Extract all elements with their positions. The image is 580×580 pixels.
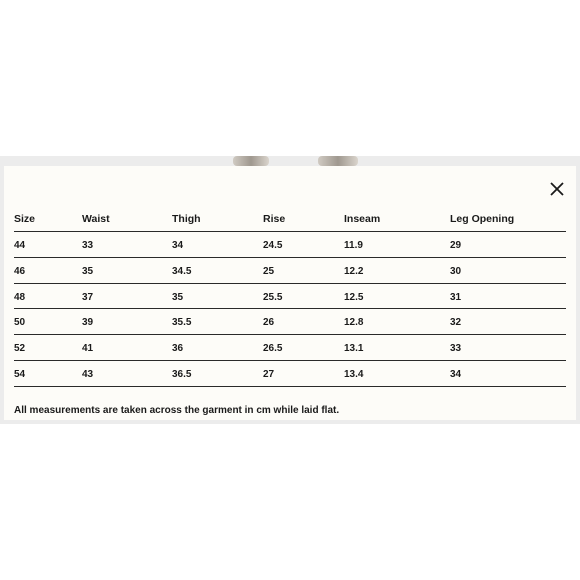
table-cell: 39 [82, 317, 94, 329]
table-cell: 35 [82, 265, 94, 277]
close-icon [546, 178, 568, 200]
table-cell: 25 [263, 265, 275, 277]
table-cell: 36 [172, 343, 184, 355]
table-cell: 31 [450, 291, 462, 303]
table-row [14, 258, 566, 284]
table-row [14, 284, 566, 310]
table-cell: 35 [172, 291, 184, 303]
table-cell: 11.9 [344, 240, 363, 251]
column-header-waist: Waist [82, 213, 110, 225]
measurement-footnote: All measurements are taken across the garment in cm while laid flat. [14, 405, 340, 416]
table-cell: 27 [263, 368, 275, 380]
table-row [14, 232, 566, 258]
table-cell: 37 [82, 291, 94, 303]
table-cell: 25.5 [263, 291, 283, 303]
product-thumbnail [233, 156, 269, 166]
table-cell: 12.8 [344, 317, 364, 329]
table-cell: 26 [263, 317, 275, 329]
table-cell: 26.5 [263, 343, 283, 355]
table-cell: 33 [450, 343, 462, 355]
table-cell: 34 [450, 368, 462, 380]
size-chart-table [14, 208, 566, 387]
column-header-thigh: Thigh [172, 213, 201, 225]
table-cell: 30 [450, 265, 462, 277]
column-header-leg-opening: Leg Opening [450, 213, 515, 225]
close-button[interactable] [546, 178, 568, 200]
table-cell: 34 [172, 240, 184, 251]
table-cell: 13.4 [344, 368, 364, 380]
table-cell: 48 [14, 291, 26, 303]
table-cell: 50 [14, 317, 26, 329]
table-cell: 43 [82, 368, 94, 380]
column-header-rise: Rise [263, 213, 286, 225]
table-cell: 24.5 [263, 240, 283, 251]
table-cell: 34.5 [172, 265, 192, 277]
table-cell: 36.5 [172, 368, 192, 380]
table-cell: 41 [82, 343, 94, 355]
table-cell: 13.1 [344, 343, 364, 355]
product-thumbnail [318, 156, 358, 166]
table-cell: 52 [14, 343, 26, 355]
table-row [14, 335, 566, 361]
column-header-size: Size [14, 213, 36, 225]
table-cell: 46 [14, 265, 26, 277]
table-cell: 44 [14, 240, 26, 251]
table-cell: 54 [14, 368, 26, 380]
table-cell: 32 [450, 317, 462, 329]
table-header-row [14, 208, 566, 232]
table-cell: 12.2 [344, 265, 364, 277]
table-row [14, 309, 566, 335]
table-row [14, 361, 566, 387]
table-cell: 35.5 [172, 317, 192, 329]
table-cell: 33 [82, 240, 94, 251]
table-cell: 29 [450, 240, 462, 251]
column-header-inseam: Inseam [344, 213, 381, 225]
table-cell: 12.5 [344, 291, 364, 303]
